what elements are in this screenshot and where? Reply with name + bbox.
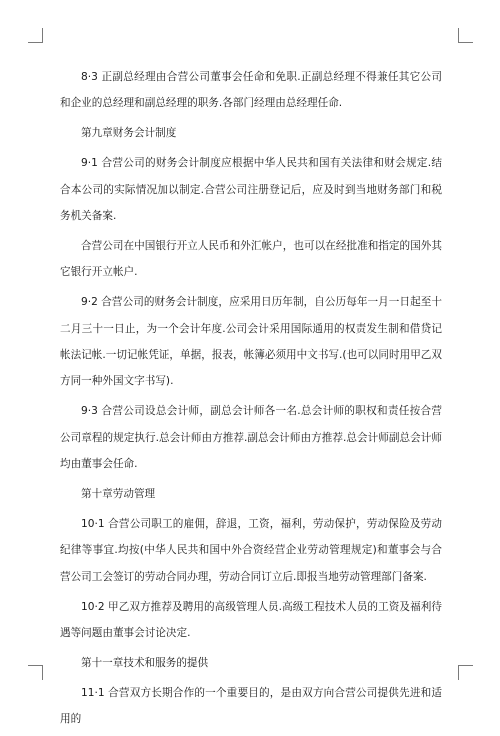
paragraph-9-2: 9·2 合营公司的财务会计制度，应采用日历年制，自公历每年一月一日起至十二月三十一日止，为一个会计年度.公司会计采用国际通用的权责发生制和借贷记帐法记帐.一切记帐凭证，单据，报表，帐簿必须用中文书写.(也可以同时用甲乙双方同一种外国文字书写).: [60, 296, 442, 388]
paragraph-9-1: 9·1 合营公司的财务会计制度应根据中华人民共和国有关法律和财会规定.结合本公司的实际情况加以制定.合营公司注册登记后，应及时到当地财务部门和税务机关备案.: [60, 157, 442, 223]
paragraph-9-3: 9·3 合营公司设总会计师，副总会计师各一名.总会计师的职权和责任按合营公司章程的规定执行.总会计师由方推荐.副总会计师由方推荐.总会计师副总会计师均由董事会任命.: [60, 405, 442, 471]
paragraph-8-3: 8·3 正副总经理由合营公司董事会任命和免职.正副总经理不得兼任其它公司和企业的总经理和副总经理的职务.各部门经理由总经理任命.: [60, 71, 442, 110]
chapter-10-heading: 第十章劳动管理: [81, 488, 156, 501]
paragraph-11-1: 11·1 合营双方长期合作的一个重要目的，是由双方向合营公司提供先进和适用的: [60, 686, 442, 726]
crop-mark-top-left: [28, 28, 43, 43]
paragraph-10-1: 10·1 合营公司职工的雇佣，辞退，工资，福利，劳动保护，劳动保险及劳动纪律等事宜.均按(中华人民共和国中外合资经营企业劳动管理规定)和董事会与合营公司工会签订的劳动合同办理，劳动合同订立后.即报当地劳动管理部门备案.: [60, 518, 442, 583]
crop-mark-bottom-right: [458, 665, 473, 680]
crop-mark-bottom-left: [28, 665, 43, 680]
paragraph-bank-accounts: 合营公司在中国银行开立人民币和外汇帐户，也可以在经批准和指定的国外其它银行开立帐户.: [60, 239, 442, 279]
paragraph-10-2: 10·2 甲乙双方推荐及聘用的高级管理人员.高级工程技术人员的工资及福利待遇等问题由董事会讨论决定.: [60, 600, 442, 640]
crop-mark-top-right: [458, 28, 473, 43]
chapter-11-heading: 第十一章技术和服务的提供: [81, 657, 209, 670]
chapter-9-heading: 第九章财务会计制度: [81, 127, 177, 140]
document-body: [60, 64, 442, 736]
